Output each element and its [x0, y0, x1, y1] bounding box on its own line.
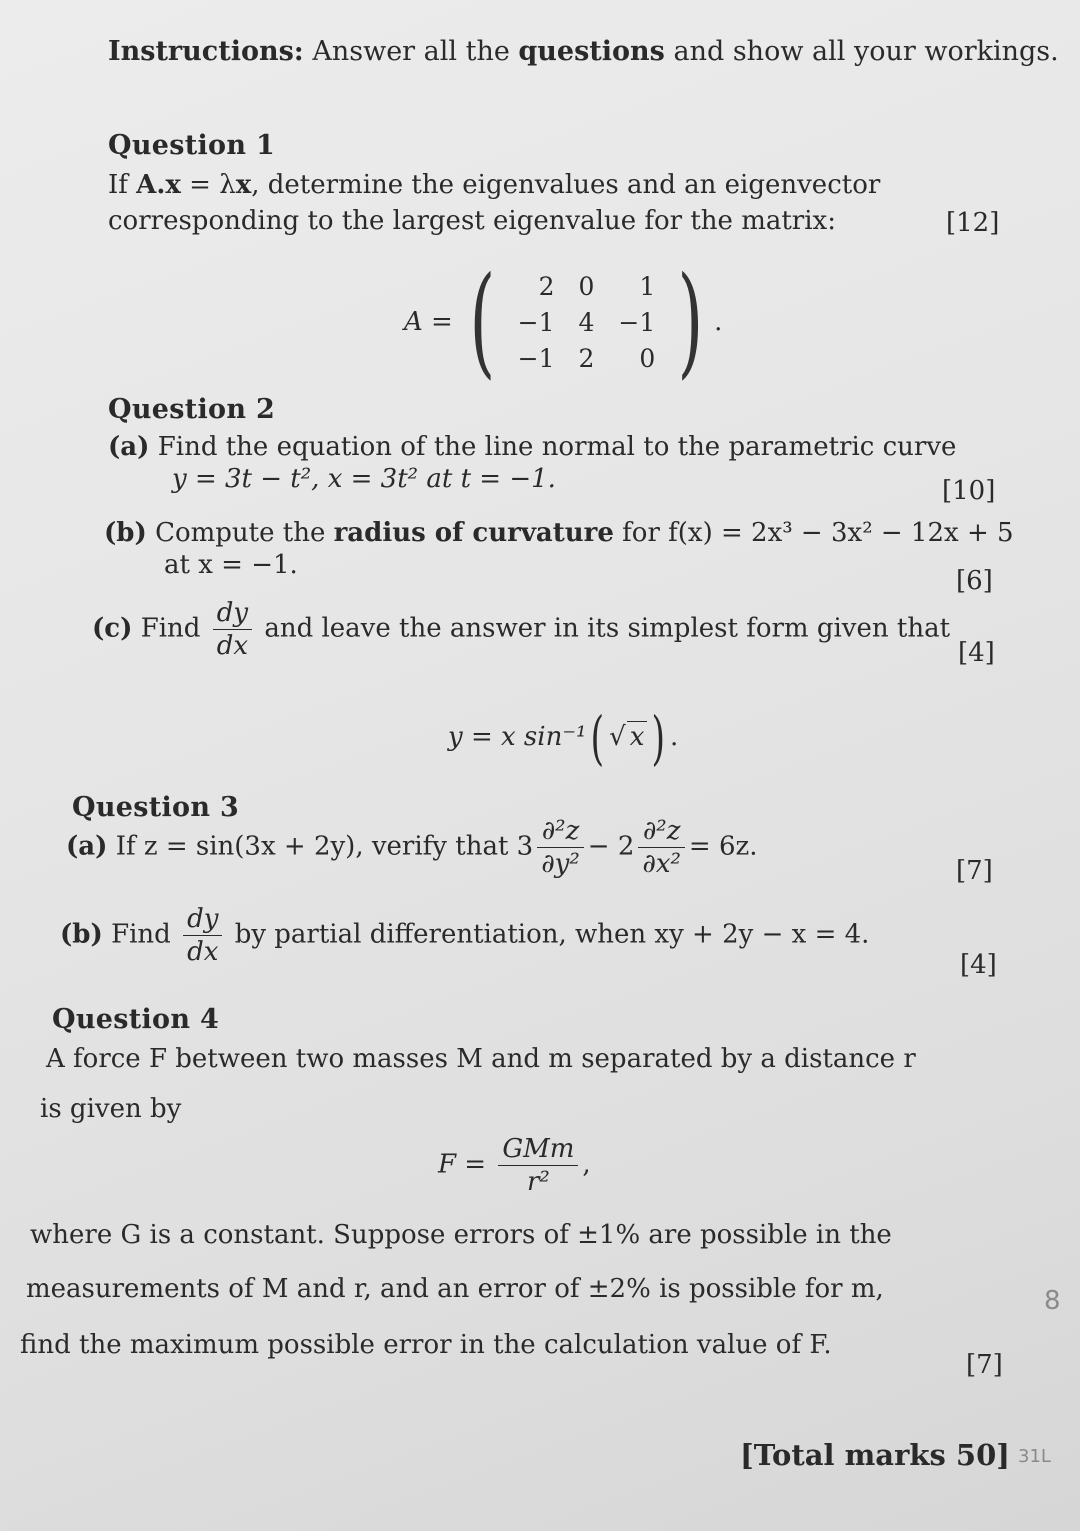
d2z-dy2-fraction: $\frac{\text{∂²z}}{\text{∂y²}}$	[537, 816, 584, 879]
instructions-label: Instructions:	[108, 36, 304, 67]
question-1-heading: Question 1	[108, 130, 276, 161]
gmm-r2-fraction: $\frac{\text{GMm}}{\text{r²}}$	[498, 1134, 578, 1197]
q2a-line2: y = 3t − t², x = 3t² at t = −1.	[172, 464, 556, 494]
matrix-cell: −1	[517, 307, 555, 337]
question-1-text-line1: If A.x = λx, determine the eigenvalues and an eigenvector	[108, 170, 881, 200]
q4-line4: measurements of M and r, and an error of ±2% is possible for m,	[26, 1274, 884, 1304]
matrix-a	[404, 252, 723, 391]
q2a-marks: [10]	[942, 476, 996, 506]
matrix-cell: 1	[639, 271, 656, 301]
question-1-marks: [12]	[946, 208, 1000, 238]
q4-line5: find the maximum possible error in the calculation value of F.	[20, 1330, 832, 1360]
matrix-cell: 0	[578, 271, 595, 301]
pencil-annotation-right: 8	[1044, 1286, 1061, 1316]
matrix-cell: −1	[618, 307, 656, 337]
q4-line2: is given by	[40, 1094, 182, 1124]
matrix-cell: 0	[639, 343, 656, 373]
right-paren: )	[651, 704, 666, 772]
q3a-marks: [7]	[956, 856, 993, 886]
matrix-cell: 4	[578, 307, 595, 337]
matrix-cell: 2	[538, 271, 555, 301]
left-paren: (	[591, 704, 605, 772]
q2c-equation: y = x sin⁻¹( √ x ) .	[448, 704, 679, 772]
sqrt-symbol: √	[609, 722, 626, 752]
q2a-line1: (a) Find the equation of the line normal to the parametric curve	[108, 432, 957, 462]
question-1-text-line2: corresponding to the largest eigenvalue for the matrix:	[108, 206, 836, 236]
q3b-line: (b) Find $\frac{dy}{dx}$ by partial differentiation, when xy + 2y − x = 4.	[60, 904, 870, 967]
q4-line1: A force F between two masses M and m separated by a distance r	[46, 1044, 916, 1074]
q2c-marks: [4]	[958, 638, 995, 668]
matrix-table	[506, 268, 668, 376]
question-4-heading: Question 4	[52, 1004, 220, 1035]
q3b-marks: [4]	[960, 950, 997, 980]
q2b-marks: [6]	[956, 566, 993, 596]
left-paren: (	[469, 252, 496, 391]
q4-formula: F = $\frac{\text{GMm}}{\text{r²}}$ ,	[438, 1134, 591, 1197]
q2b-line2: at x = −1.	[164, 550, 298, 580]
q3a-line: (a) If z = sin(3x + 2y), verify that 3 $\frac{\text{∂²z}}{\text{∂y²}}$ − 2 $\frac{\text{∂²z}}{\text{∂x²}}$ = 6z.	[66, 816, 758, 879]
q2c-line: (c) Find $\frac{dy}{dx}$ and leave the answer in its simplest form given that	[92, 598, 951, 661]
dy-dx-fraction: $\frac{dy}{dx}$	[213, 598, 252, 661]
pencil-annotation-bottom: 31L	[1018, 1446, 1051, 1467]
total-marks: [Total marks 50]	[740, 1438, 1010, 1472]
instructions: Instructions: Answer all the questions and show all your workings.	[108, 36, 1059, 67]
d2z-dx2-fraction: $\frac{\text{∂²z}}{\text{∂x²}}$	[638, 816, 685, 879]
question-2-heading: Question 2	[108, 394, 276, 425]
matrix-cell: −1	[517, 343, 555, 373]
matrix-label: A =	[404, 307, 453, 337]
q4-line3: where G is a constant. Suppose errors of ±1% are possible in the	[30, 1220, 892, 1250]
matrix-end: .	[714, 307, 723, 337]
matrix-cell: 2	[578, 343, 595, 373]
dy-dx-fraction: $\frac{dy}{dx}$	[183, 904, 222, 967]
right-paren: )	[677, 252, 704, 391]
q4-marks: [7]	[966, 1350, 1003, 1380]
q2b-line1: (b) Compute the radius of curvature for f(x) = 2x³ − 3x² − 12x + 5	[104, 518, 1014, 548]
question-3-heading: Question 3	[72, 792, 240, 823]
